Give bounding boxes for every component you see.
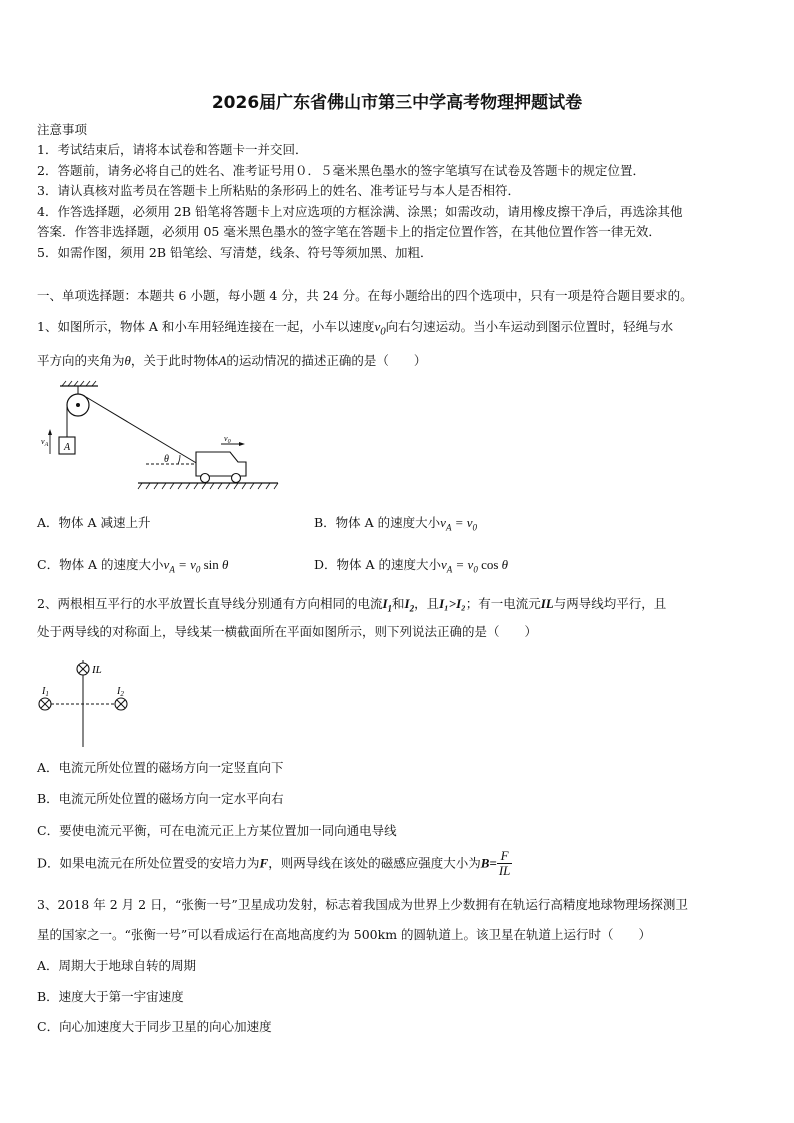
q2-option-B: B．电流元所处位置的磁场方向一定水平向右 <box>37 791 284 806</box>
q1-text-b: 向右匀速运动。当小车运动到图示位置时，轻绳与水 <box>385 319 674 334</box>
notice-heading: 注意事项 <box>37 122 88 137</box>
q2-fraction-denominator: IL <box>498 863 511 878</box>
q2-wire-I2-icon <box>115 698 127 710</box>
q2-I1 <box>382 596 393 614</box>
q1-text-c: 平方向的夹角为 <box>37 353 125 368</box>
q1-cart-wheel-rear <box>201 474 210 483</box>
q1-text-a: 1、如图所示，物体 A 和小车用轻绳连接在一起，小车以速度 <box>37 319 375 334</box>
q2-I2 <box>404 596 415 614</box>
q1-text-d: ，关于此时物体 <box>130 353 219 368</box>
q3-option-A: A．周期大于地球自转的周期 <box>37 958 197 973</box>
q2-compare: I₁>I₂ <box>439 596 466 611</box>
q2-text-d: 与两导线均平行，且 <box>553 596 667 611</box>
q1-label-v0-main: v <box>224 434 228 443</box>
q1-cart-wheel-front <box>232 474 241 483</box>
q1-text-e: 的运动情况的描述正确的是（ ） <box>226 353 427 368</box>
q2-label-I2 <box>116 686 124 698</box>
q1-label-v0 <box>224 434 231 445</box>
q2-stem-line2: 处于两导线的对称面上，导线某一横截面所在平面如图所示，则下列说法正确的是（ ） <box>37 624 538 639</box>
q2-and: 和 <box>392 596 405 611</box>
q1-option-B <box>314 515 477 536</box>
q1-angle-arc <box>178 455 180 464</box>
notice-item-4-cont: 答案．作答非选择题，必须用 05 毫米黑色墨水的签字笔在答题卡上的指定位置作答，在其他位置作答一律无效． <box>37 224 661 239</box>
q1-cart-body <box>196 452 246 476</box>
q3-stem-line2: 星的国家之一。“张衡一号”可以看成运行在高地高度约为 500km 的圆轨道上。该卫星在轨道上运行时（ ） <box>37 927 652 942</box>
q2-I1-sub: 1 <box>387 603 393 614</box>
q2-label-I2-main: I <box>117 686 121 697</box>
notice-item-5: 5．如需作图，须用 2B 铅笔绘、写清楚，线条、符号等须加黑、加粗． <box>37 245 433 260</box>
q1-label-vA-sub: A <box>44 442 49 448</box>
q1-v0-sub: 0 <box>380 325 386 338</box>
q1-diagram <box>38 380 288 495</box>
q2-I1-symbol: I <box>382 596 388 611</box>
q2-option-C: C．要使电流元平衡，可在电流元正上方某位置加一同向通电导线 <box>37 823 397 838</box>
q1-option-D <box>314 557 508 578</box>
q1-stem-line2 <box>37 353 426 369</box>
q3-option-B: B．速度大于第一宇宙速度 <box>37 989 184 1004</box>
section-heading: 一、单项选择题：本题共 6 小题，每小题 4 分，共 24 分。在每小题给出的四个选项中，只有一项是符合题目要求的。 <box>37 288 693 303</box>
q1-label-theta: θ <box>164 454 169 465</box>
q2-label-IL: IL <box>92 664 102 676</box>
q1-option-C <box>37 557 228 578</box>
q2-label-I2-sub: 2 <box>120 690 124 698</box>
q2-option-D-B: B= <box>480 855 497 871</box>
q1-A: A <box>218 353 227 368</box>
q2-option-D-text: D．如果电流元在所处位置受的安培力为 <box>37 855 260 871</box>
q3-option-C: C．向心加速度大于同步卫星的向心加速度 <box>37 1019 272 1034</box>
q2-option-D <box>37 849 512 878</box>
q1-vA-arrowhead <box>48 429 52 435</box>
q2-option-A: A．电流元所处位置的磁场方向一定竖直向下 <box>37 760 284 775</box>
q1-label-vA-main: v <box>41 437 45 446</box>
notice-item-2: 2．答题前，请务必将自己的姓名、准考证号用０．５毫米黑色墨水的签字笔填写在试卷及答题卡的规定位置． <box>37 163 645 178</box>
q1-option-B-text: B．物体 A 的速度大小 <box>314 515 441 530</box>
q2-option-D-F: F <box>259 855 269 871</box>
q2-stem-line1 <box>37 596 666 617</box>
q3-stem-line1: 3、2018 年 2 月 2 日，“张衡一号”卫星成功发射，标志着我国成为世界上少数拥有在轨运行高精度地球物理场探测卫 <box>37 897 688 912</box>
q2-wire-I1-icon <box>39 698 51 710</box>
q2-label-I1 <box>41 686 49 698</box>
q2-option-D-mid: ，则两导线在该处的磁感应强度大小为 <box>268 855 481 871</box>
q1-v0-arrowhead <box>239 442 245 446</box>
q2-IL: IL <box>540 596 554 611</box>
q1-option-D-math: $v_A = v_0$ cos θ <box>441 557 509 575</box>
q2-text-c: ；有一电流元 <box>465 596 541 611</box>
q2-fraction-numerator: F <box>497 849 513 864</box>
q2-option-D-fraction <box>497 849 513 878</box>
q1-option-D-text: D．物体 A 的速度大小 <box>314 557 441 572</box>
q1-ground-hatch <box>138 483 278 489</box>
q2-label-I1-sub: 1 <box>45 690 49 698</box>
notice-item-1: 1．考试结束后，请将本试卷和答题卡一并交回． <box>37 142 308 157</box>
q1-option-C-text: C．物体 A 的速度大小 <box>37 557 164 572</box>
q1-option-C-math: $v_A = v_0$ sin θ <box>163 557 229 575</box>
q1-option-A: A．物体 A 减速上升 <box>37 515 151 530</box>
q1-theta: θ <box>124 353 131 368</box>
notice-item-3: 3．请认真核对监考员在答题卡上所粘贴的条形码上的姓名、准考证号与本人是否相符． <box>37 183 520 198</box>
q2-diagram <box>30 652 140 752</box>
q1-pulley-axle <box>76 403 80 407</box>
q2-text-b: ，且 <box>414 596 440 611</box>
notice-item-4: 4．作答选择题，必须用 2B 铅笔将答题卡上对应选项的方框涂满、涂黑；如需改动，请用橡皮擦干净后，再选涂其他 <box>37 204 683 219</box>
page-title: 2026届广东省佛山市第三中学高考物理押题试卷 <box>211 93 583 113</box>
q2-I2-symbol: I <box>404 596 410 611</box>
q2-label-I1-main: I <box>42 686 46 697</box>
q1-v0-symbol: v <box>374 319 381 334</box>
q1-label-v0-sub: 0 <box>227 439 231 445</box>
q2-current-element-icon <box>77 663 89 675</box>
q1-v0 <box>374 319 386 338</box>
q1-ceiling-hatch <box>62 381 96 386</box>
q1-stem-line1 <box>37 319 673 340</box>
q1-option-B-math: $v_A = v_0$ <box>440 515 477 533</box>
q1-label-vA <box>41 437 49 448</box>
q2-text-a: 2、两根相互平行的水平放置长直导线分别通有方向相同的电流 <box>37 596 383 611</box>
q1-rope-slanted <box>86 397 198 464</box>
q2-I2-sub: 2 <box>409 603 415 614</box>
q1-label-A: A <box>64 442 71 453</box>
